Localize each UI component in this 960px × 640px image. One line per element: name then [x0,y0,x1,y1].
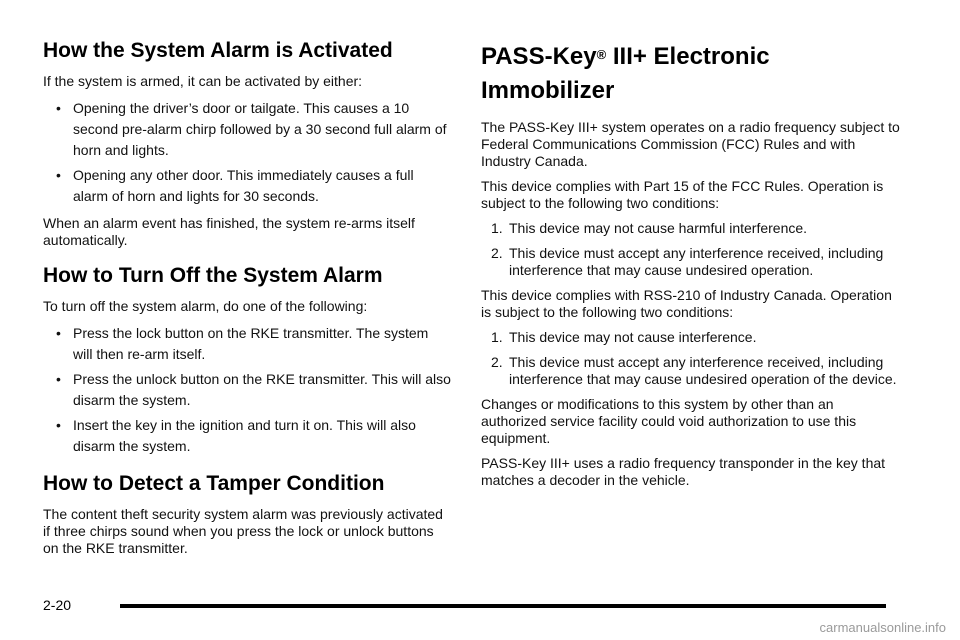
paragraph-alarm-outro: When an alarm event has finished, the system re-arms itself automatically. [43,215,415,248]
paragraph-turn-off-intro: To turn off the system alarm, do one of the following: [43,298,368,314]
heading-pass-key-text: PASS-Key [481,43,597,70]
bullet-item [43,369,451,411]
bullet-icon: • [56,100,61,116]
left-column [43,38,451,565]
bullet-list-turn-off [43,323,451,457]
numbered-item [481,245,901,279]
item-number: 1. [491,220,503,236]
numbered-list-fcc [481,220,901,279]
page-number: 2-20 [43,597,72,613]
numbered-item [481,354,901,388]
bullet-text: Opening any other door. This immediately causes a full alarm of horn and lights for 30 seconds. [73,167,414,204]
numbered-list-rss [481,329,901,388]
item-number: 1. [491,329,503,345]
registered-mark: ® [596,47,607,62]
section-heading-alarm-activated: How the System Alarm is Activated [43,39,393,62]
bullet-list-activation [43,98,451,207]
section-heading-pass-key [481,40,901,108]
bullet-item [43,165,451,207]
section-heading-turn-off-alarm: How to Turn Off the System Alarm [43,264,383,287]
paragraph-rss-compliance: This device complies with RSS-210 of Industry Canada. Operation is subject to the following two conditions: [481,287,892,320]
section-heading-tamper-condition: How to Detect a Tamper Condition [43,472,385,495]
right-column [481,40,901,497]
bullet-icon: • [56,371,61,387]
item-text: This device may not cause harmful interference. [509,220,808,236]
item-text: This device must accept any interference received, including interference that may cause undesired operation of the device. [509,354,897,387]
bullet-icon: • [56,325,61,341]
heading-immobilizer-text: III+ Electronic Immobilizer [481,43,770,104]
bullet-icon: • [56,167,61,183]
watermark: carmanualsonline.info [819,620,946,635]
bullet-text: Opening the driver’s door or tailgate. This causes a 10 second pre-alarm chirp followed by a 30 second full alarm of horn and lights. [73,100,447,158]
bullet-text: Insert the key in the ignition and turn it on. This will also disarm the system. [73,417,416,454]
item-text: This device may not cause interference. [509,329,757,345]
item-text: This device must accept any interference received, including interference that may cause undesired operation. [509,245,884,278]
bullet-item [43,98,451,161]
paragraph-alarm-intro: If the system is armed, it can be activated by either: [43,73,363,89]
paragraph-tamper-body: The content theft security system alarm was previously activated if three chirps sound when you press the lock or unlock buttons on the RKE transmitter. [43,506,443,556]
bullet-text: Press the unlock button on the RKE transmitter. This will also disarm the system. [73,371,451,408]
item-number: 2. [491,245,503,261]
numbered-item [481,220,901,237]
numbered-item [481,329,901,346]
bullet-icon: • [56,417,61,433]
bullet-item [43,415,451,457]
footer-rule [120,604,886,608]
paragraph-pass-key-overview: The PASS-Key III+ system operates on a radio frequency subject to Federal Communications Commission (FCC) Rules and with Industry Canada. [481,119,900,169]
paragraph-transponder: PASS-Key III+ uses a radio frequency transponder in the key that matches a decoder in the vehicle. [481,455,886,488]
item-number: 2. [491,354,503,370]
bullet-item [43,323,451,365]
paragraph-modifications-warning: Changes or modifications to this system by other than an authorized service facility could void authorization to use this equipment. [481,396,857,446]
paragraph-fcc-compliance: This device complies with Part 15 of the FCC Rules. Operation is subject to the following two conditions: [481,178,884,211]
bullet-text: Press the lock button on the RKE transmitter. The system will then re-arm itself. [73,325,429,362]
